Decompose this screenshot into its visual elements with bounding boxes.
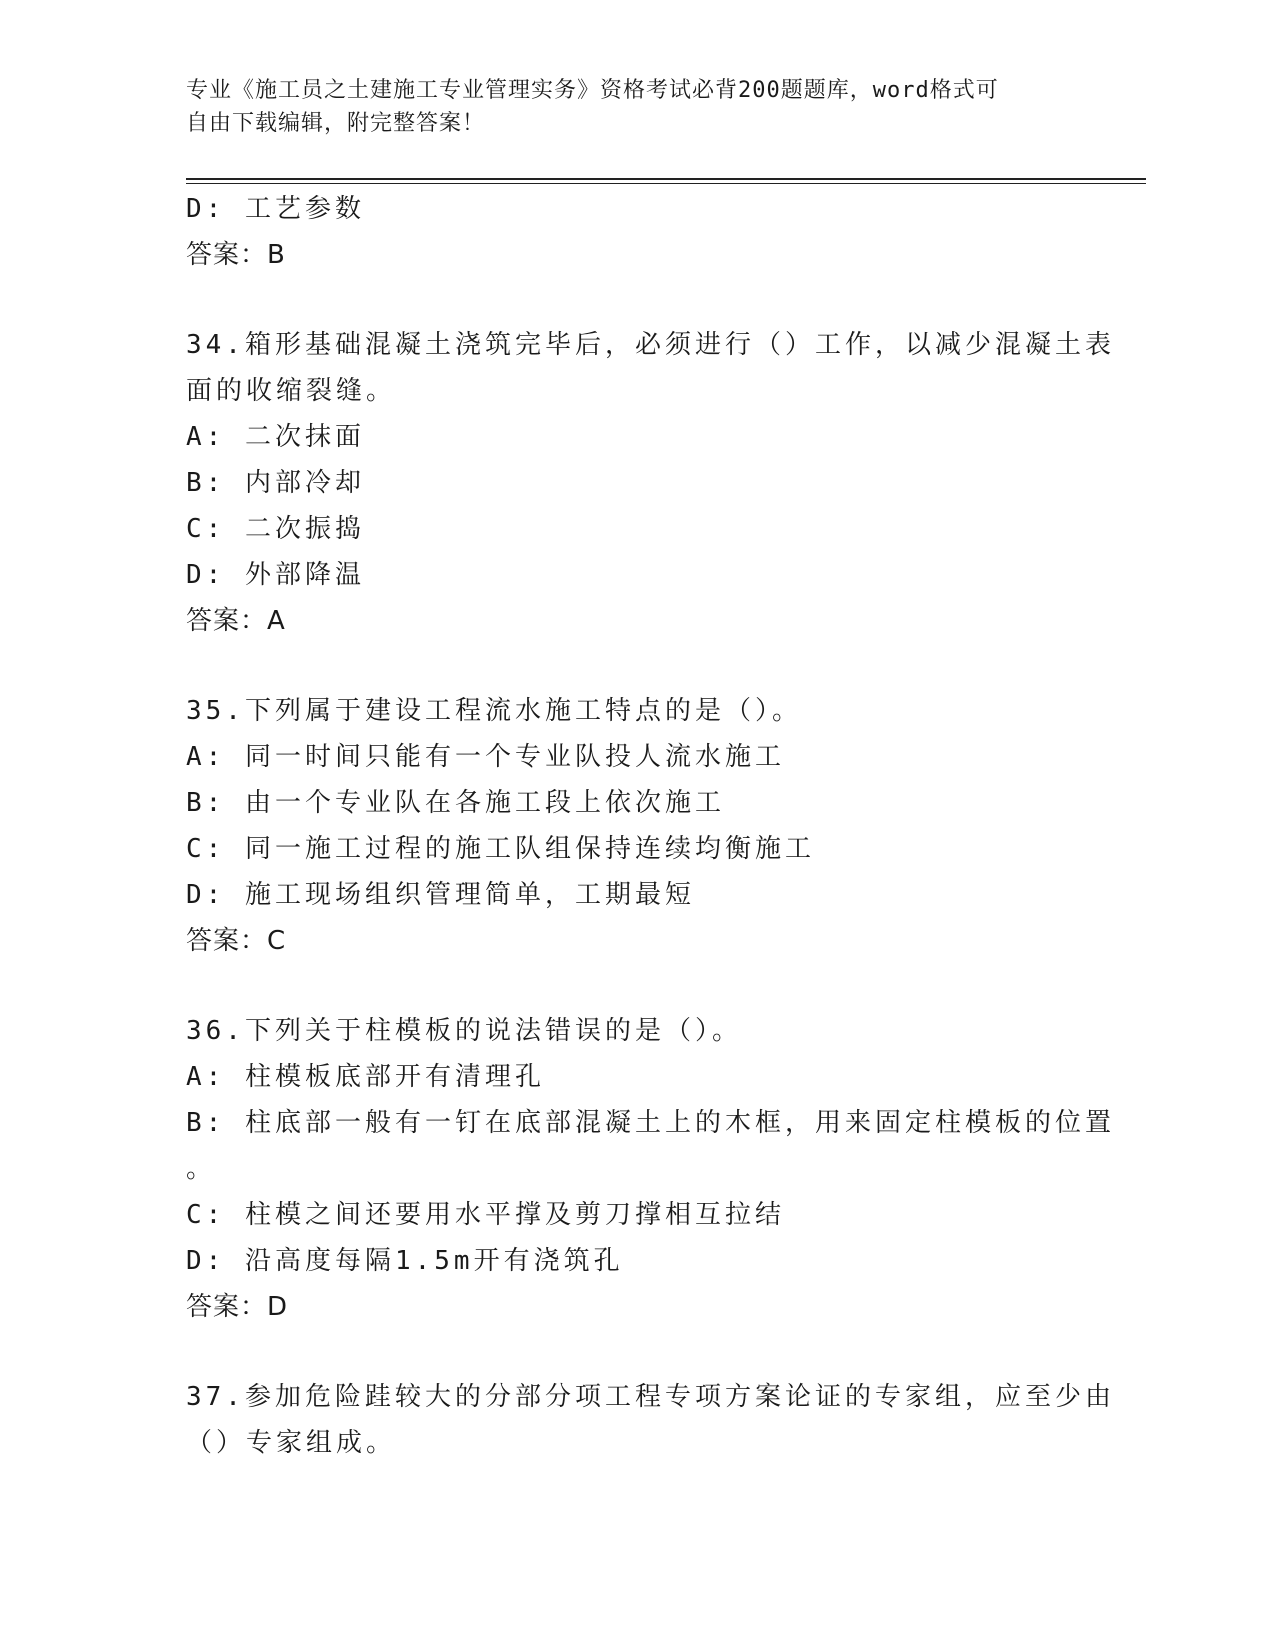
question-34 (186, 322, 1115, 644)
option-a: A: 二次抹面 (186, 422, 365, 452)
option-b: B: 内部冷却 (186, 468, 365, 498)
option-d: D: 外部降温 (186, 560, 365, 590)
question-stem: 37.参加危险跬较大的分部分项工程专项方案论证的专家组，应至少由 (186, 1382, 1115, 1412)
option-c: C: 二次振捣 (186, 514, 365, 544)
header-line-1: 专业《施工员之土建施工专业管理实务》资格考试必背200题题库，word格式可 (186, 78, 999, 103)
question-37 (186, 1374, 1115, 1466)
question-stem-cont: （）专家组成。 (186, 1428, 397, 1458)
question-gap (186, 278, 1086, 322)
option-b: B: 由一个专业队在各施工段上依次施工 (186, 788, 725, 818)
option-c: C: 柱模之间还要用水平撑及剪刀撑相互拉结 (186, 1200, 785, 1230)
option-d: D: 工艺参数 (186, 194, 365, 224)
question-stem: 34.箱形基础混凝土浇筑完毕后，必须进行（）工作，以减少混凝土表 (186, 330, 1115, 360)
option-b: B: 柱底部一般有一钉在底部混凝土上的木框，用来固定柱模板的位置 (186, 1108, 1115, 1138)
option-d: D: 施工现场组织管理简单，工期最短 (186, 880, 695, 910)
question-35 (186, 688, 1086, 964)
option-b-cont: 。 (186, 1154, 217, 1184)
answer-line: 答案：C (186, 926, 287, 956)
question-36 (186, 1008, 1115, 1330)
document-header (186, 74, 1086, 140)
question-gap (186, 1330, 1086, 1374)
option-a: A: 柱模板底部开有清理孔 (186, 1062, 545, 1092)
header-divider-thin (186, 183, 1146, 184)
question-gap (186, 964, 1086, 1008)
question-content (186, 186, 1115, 1466)
answer-line: 答案：B (186, 240, 286, 270)
header-line-2: 自由下载编辑，附完整答案！ (186, 111, 486, 136)
answer-line: 答案：A (186, 606, 286, 636)
question-stem-cont: 面的收缩裂缝。 (186, 376, 397, 406)
question-stem: 36.下列关于柱模板的说法错误的是（）。 (186, 1016, 742, 1046)
header-divider-thick (186, 178, 1146, 180)
option-c: C: 同一施工过程的施工队组保持连续均衡施工 (186, 834, 815, 864)
question-gap (186, 644, 1086, 688)
question-stem: 35.下列属于建设工程流水施工特点的是（）。 (186, 696, 802, 726)
option-d: D: 沿高度每隔1.5m开有浇筑孔 (186, 1246, 624, 1276)
option-a: A: 同一时间只能有一个专业队投人流水施工 (186, 742, 785, 772)
answer-line: 答案：D (186, 1292, 289, 1322)
